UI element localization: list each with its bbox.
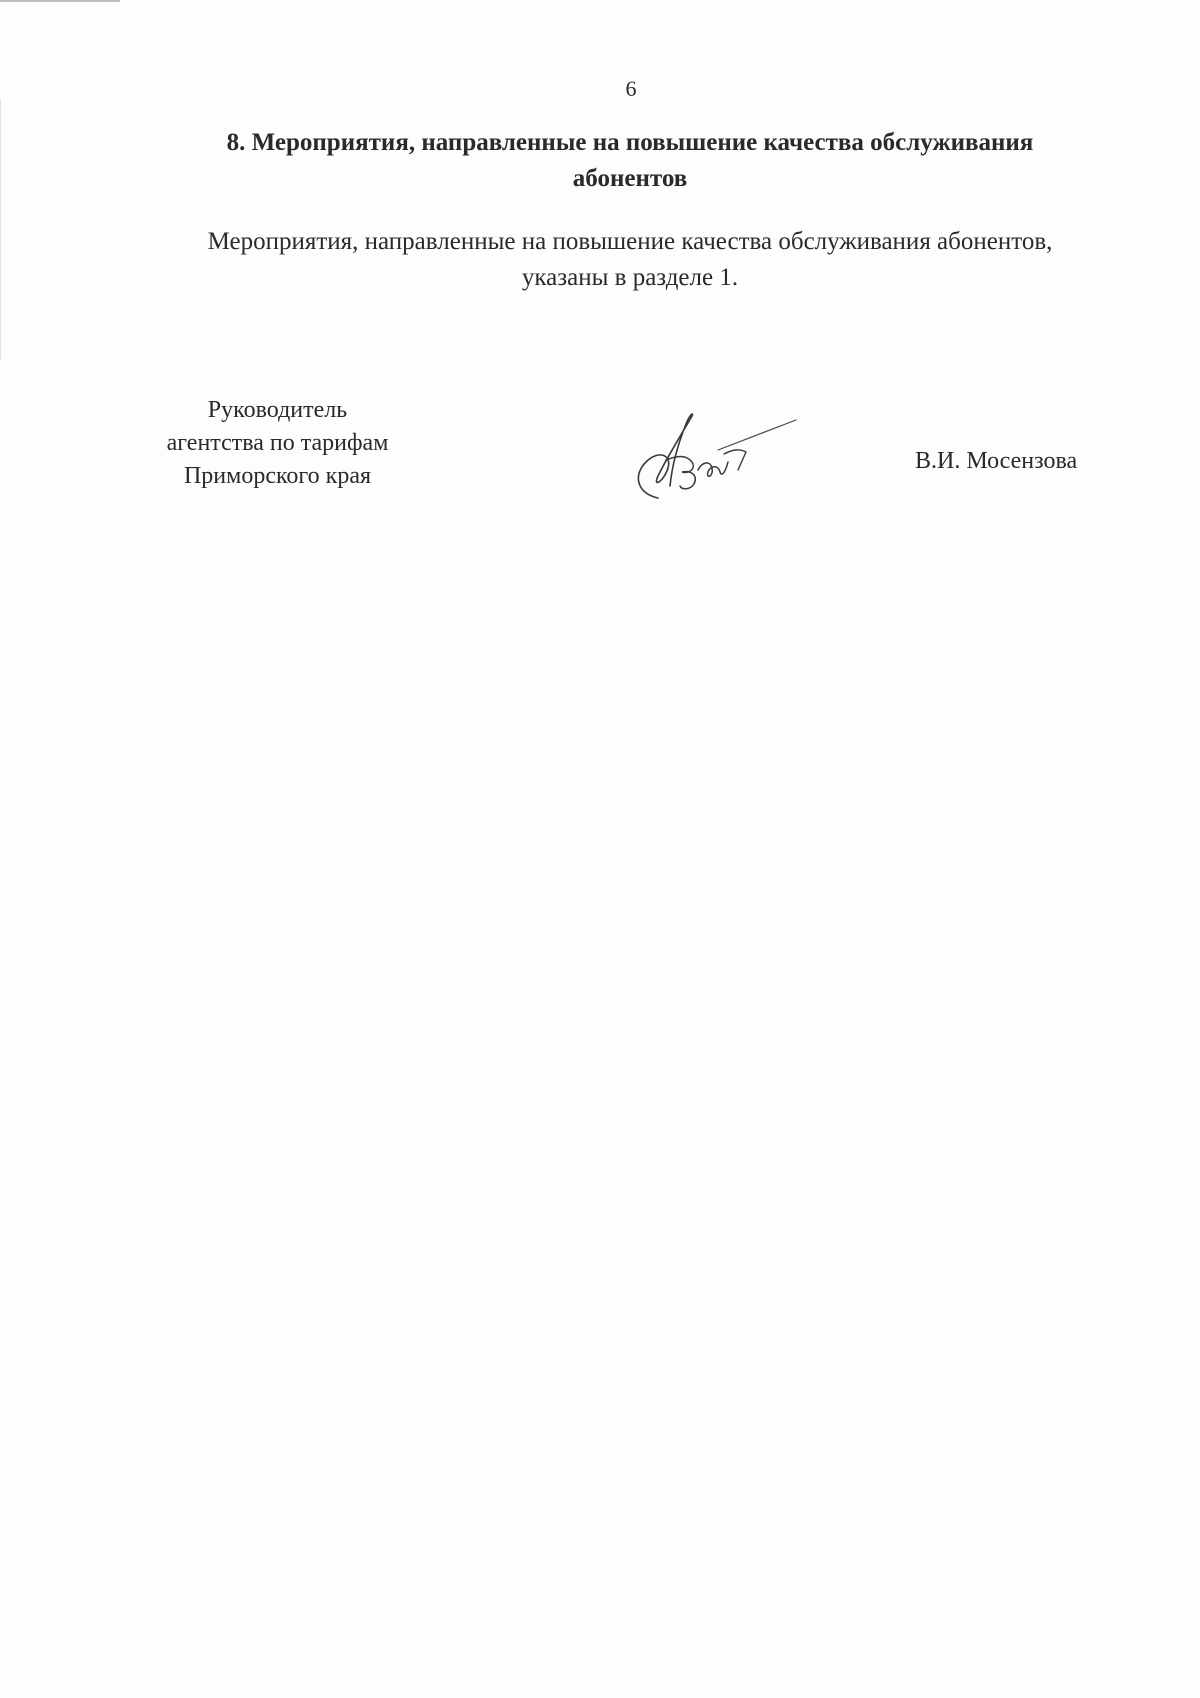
signer-name: В.И. Мосензова xyxy=(915,448,1078,474)
handwritten-signature xyxy=(620,410,800,510)
signer-position-line: Приморского края xyxy=(183,463,372,489)
signer-position-line: агентства по тарифам xyxy=(166,430,389,456)
section-body-line: Мероприятия, направленные на повышение качества обслуживания абонентов, xyxy=(207,228,1053,255)
signer-position-line: Руководитель xyxy=(207,397,348,423)
section-body-line: указаны в разделе 1. xyxy=(521,264,739,291)
page-number: 6 xyxy=(625,76,637,101)
section-title-line: 8. Мероприятия, направленные на повышение качества обслуживания xyxy=(226,129,1034,156)
scan-edge-mark-left xyxy=(0,100,7,360)
signer-position xyxy=(120,394,435,493)
section-body xyxy=(130,224,1130,296)
section-title-line: абонентов xyxy=(572,165,688,192)
scan-edge-mark xyxy=(0,0,120,2)
section-title xyxy=(150,125,1110,197)
